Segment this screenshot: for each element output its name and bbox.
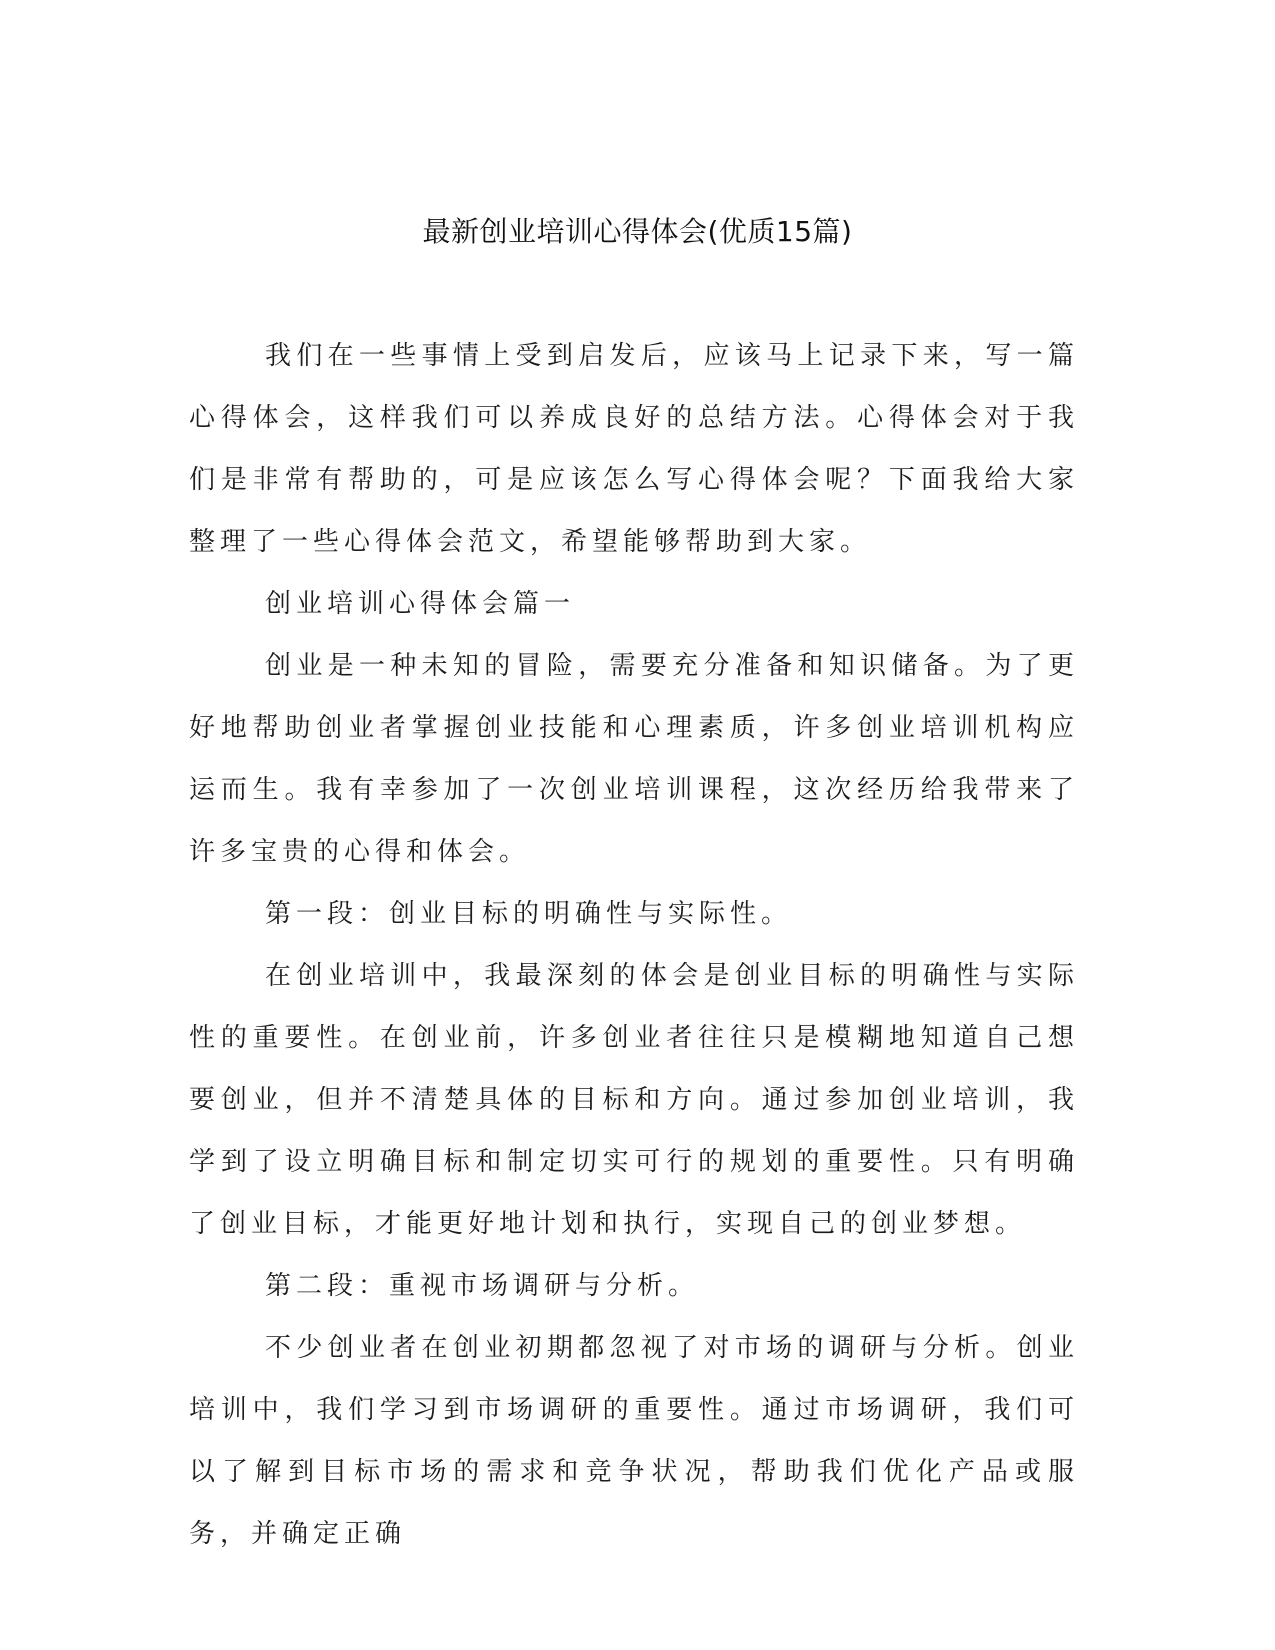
paragraph: 在创业培训中，我最深刻的体会是创业目标的明确性与实际性的重要性。在创业前，许多创业者往往只是模糊地知道自己想要创业，但并不清楚具体的目标和方向。通过参加创业培训，我学到了设立明确目标和制定切实可行的规划的重要性。只有明确了创业目标，才能更好地计划和执行，实现自己的创业梦想。: [189, 961, 1079, 1239]
section-heading-part-one: 创业培训心得体会篇一: [265, 589, 576, 619]
paragraph-intro: 我们在一些事情上受到启发后，应该马上记录下来，写一篇心得体会，这样我们可以养成良好的总结方法。心得体会对于我们是非常有帮助的，可是应该怎么写心得体会呢？下面我给大家整理了一些心得体会范文，希望能够帮助到大家。: [189, 341, 1079, 557]
document-body: [189, 325, 1079, 1565]
section-heading-paragraph-two: 第二段：重视市场调研与分析。: [265, 1271, 700, 1301]
paragraph: 创业是一种未知的冒险，需要充分准备和知识储备。为了更好地帮助创业者掌握创业技能和心理素质，许多创业培训机构应运而生。我有幸参加了一次创业培训课程，这次经历给我带来了许多宝贵的心得和体会。: [189, 651, 1079, 867]
paragraph: 不少创业者在创业初期都忽视了对市场的调研与分析。创业培训中，我们学习到市场调研的重要性。通过市场调研，我们可以了解到目标市场的需求和竞争状况，帮助我们优化产品或服务，并确定正确: [189, 1333, 1079, 1549]
section-heading-paragraph-one: 第一段：创业目标的明确性与实际性。: [265, 899, 793, 929]
document-title: 最新创业培训心得体会(优质15篇): [422, 215, 853, 248]
